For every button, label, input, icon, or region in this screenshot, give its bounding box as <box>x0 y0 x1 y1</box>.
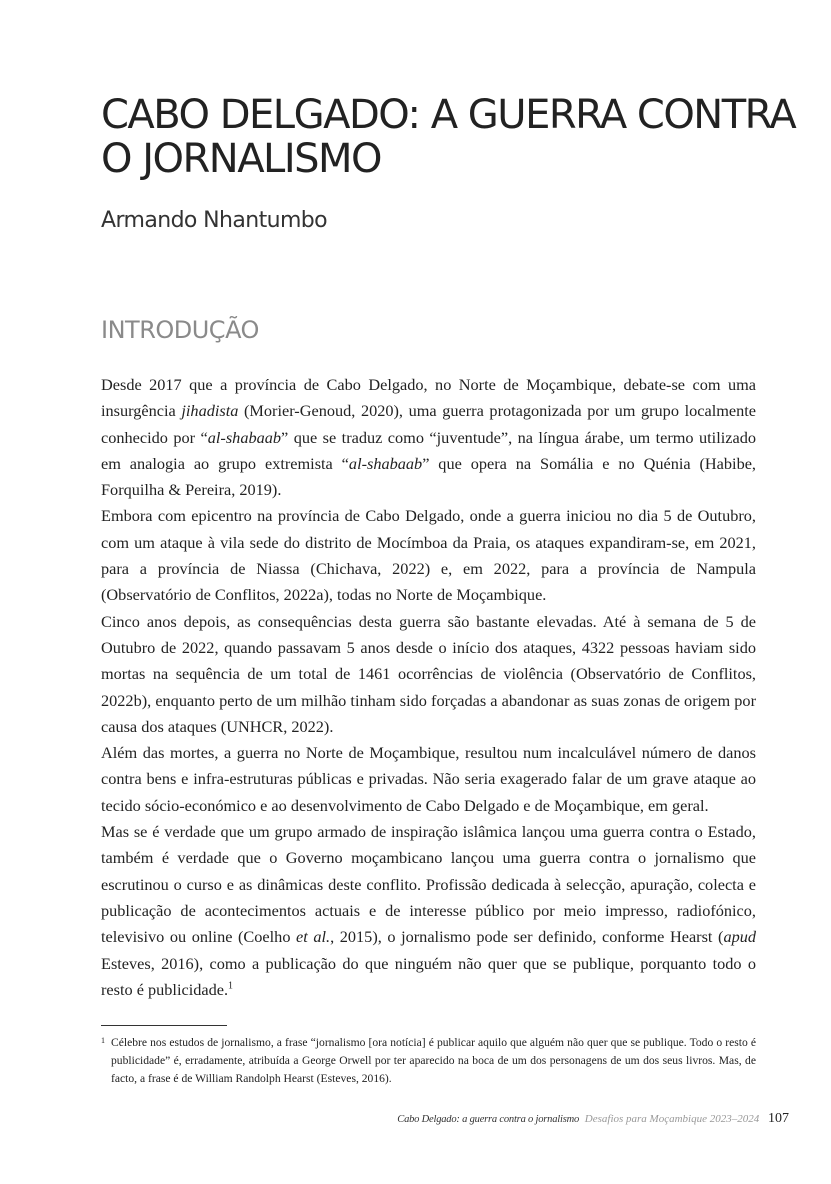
text-run: ” que se traduz como “juventude”, na língua árabe, um termo utilizado em analogia ao grupo extremista “ <box>101 427 756 473</box>
chapter-title <box>101 92 796 182</box>
italic-term: jihadista <box>181 401 239 421</box>
text-run: Além das mortes, a guerra no Norte de Moçambique, resultou num incalculável número de danos contra bens e infra-estruturas públicas e privadas. Não seria exagerado falar de um grave ataque ao tecido sócio-económico e ao desenvolvimento de Cabo Delgado e de Moçambique, em geral. <box>101 743 756 815</box>
footnote-separator <box>101 1025 227 1026</box>
section-heading: INTRODUÇÃO <box>101 316 259 344</box>
paragraph <box>101 503 756 608</box>
paragraph <box>101 372 756 503</box>
paragraph <box>101 740 756 819</box>
italic-term: al-shabaab <box>348 453 423 473</box>
text-run: Cinco anos depois, as consequências desta guerra são bastante elevadas. Até à semana de 5 de Outubro de 2022, quando passavam 5 anos desde o início dos ataques, 4322 pessoas haviam sido mortas na sequência de um total de 1461 ocorrências de violência (Observatório de Conflitos, 2022b), enquanto perto de um milhão tinham sido forçadas a abandonar as suas zonas de origem por causa dos ataques (UNHCR, 2022). <box>101 611 756 736</box>
footer-chapter-title: Cabo Delgado: a guerra contra o jornalismo <box>397 1114 580 1125</box>
text-run: Esteves, 2016), como a publicação do que ninguém não quer que se publique, porquanto todo o resto é publicidade. <box>101 953 756 999</box>
text-run: Mas se é verdade que um grupo armado de inspiração islâmica lançou uma guerra contra o Estado, também é verdade que o Governo moçambicano lançou uma guerra contra o jornalismo que escrutinou o curso e as dinâmicas deste conflito. Profissão dedicada à selecção, apuração, colecta e publicação de acontecimentos actuais e de interesse público por meio impresso, radiofónico, televisivo ou online (Coelho <box>101 822 756 947</box>
text-run: , 2015), o jornalismo pode ser definido, conforme Hearst ( <box>330 927 724 947</box>
italic-term: et al. <box>296 927 331 947</box>
text-run: ” que opera na Somália e no Quénia (Habibe, Forquilha & Pereira, 2019). <box>101 453 757 500</box>
paragraph <box>101 609 756 740</box>
text-run: Desde 2017 que a província de Cabo Delgado, no Norte de Moçambique, debate-se com uma insurgência <box>101 375 756 421</box>
chapter-title-line: O JORNALISMO <box>101 136 382 182</box>
author-name: Armando Nhantumbo <box>101 208 328 233</box>
text-run: Embora com epicentro na província de Cabo Delgado, onde a guerra iniciou no dia 5 de Outubro, com um ataque à vila sede do distrito de Mocímboa da Praia, os ataques expandiram-se, em 2021, para a província de Niassa (Chichava, 2022) e, em 2022, para a província de Nampula (Observatório de Conflitos, 2022a), todas no Norte de Moçambique. <box>101 506 756 605</box>
page-number: 107 <box>768 1111 789 1126</box>
footer-publication-title: Desafios para Moçambique 2023–2024 <box>584 1113 760 1125</box>
footnote <box>101 1034 756 1088</box>
footnote-reference-link[interactable]: 1 <box>228 980 234 992</box>
body-text <box>101 372 756 1003</box>
italic-term: apud <box>723 927 757 947</box>
running-footer <box>397 1111 789 1127</box>
paragraph <box>101 819 756 1003</box>
chapter-title-line: CABO DELGADO: A GUERRA CONTRA <box>101 92 796 138</box>
footnote-number: 1 <box>101 1036 105 1045</box>
footnote-text: Célebre nos estudos de jornalismo, a frase “jornalismo [ora notícia] é publicar aquilo que alguém não quer que se publique. Todo o resto é publicidade” é, erradamente, atribuída a George Orwell por ter aparecido na boca de um dos personagens de um dos seus livros. Mas, de facto, a frase é de William Randolph Hearst (Esteves, 2016). <box>111 1036 756 1085</box>
text-run: (Morier-Genoud, 2020), uma guerra protagonizada por um grupo localmente conhecido por “ <box>101 401 756 447</box>
italic-term: al-shabaab <box>207 427 282 447</box>
